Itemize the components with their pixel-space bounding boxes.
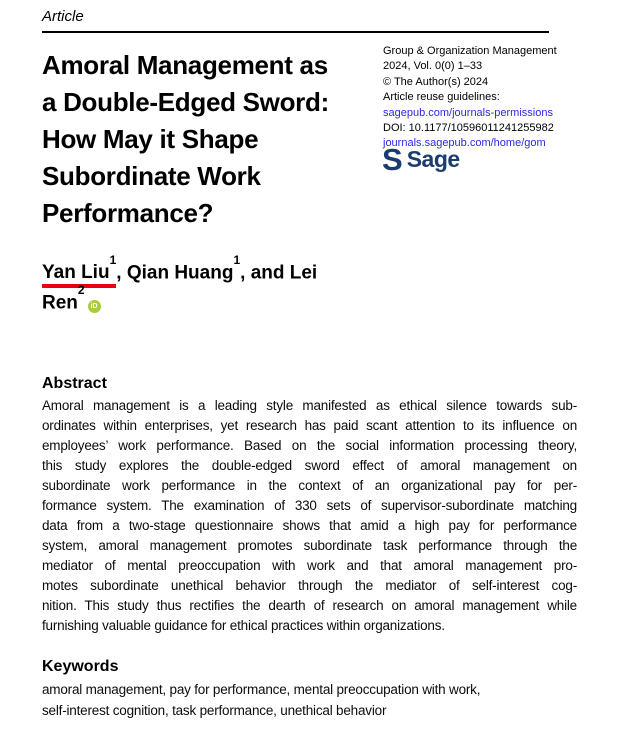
first-author-name: Yan Liu bbox=[42, 262, 110, 284]
text-line: Subordinate Work bbox=[42, 161, 261, 191]
text-line: system, amoral management promotes subordinate task performance through the bbox=[42, 538, 577, 553]
sage-s-icon: S bbox=[382, 142, 402, 177]
journal-info-block bbox=[383, 44, 557, 152]
copyright-line: © The Author(s) 2024 bbox=[383, 75, 489, 88]
text-line: amoral management, pay for performance, mental preoccupation with work, bbox=[42, 682, 481, 697]
text-line: Performance? bbox=[42, 198, 214, 228]
author-list bbox=[42, 255, 317, 316]
third-author-name-part1: , and Lei bbox=[240, 262, 318, 284]
text-line: a Double-Edged Sword: bbox=[42, 87, 329, 117]
text-line: How May it Shape bbox=[42, 124, 259, 154]
journal-name: Group & Organization Management bbox=[383, 45, 557, 57]
text-line: employees’ work performance. Based on the social information processing theory, bbox=[42, 438, 577, 453]
sage-logo bbox=[382, 144, 460, 175]
text-line: furnishing valuable guidance for ethical practices within organizations. bbox=[42, 618, 445, 633]
journal-home-link[interactable]: journals.sagepub.com/home/gom bbox=[383, 137, 546, 150]
abstract-heading: Abstract bbox=[42, 375, 107, 392]
text-line: mediator of mental preoccupation with work and that amoral management pro- bbox=[42, 558, 577, 573]
sage-logo-text: Sage bbox=[406, 146, 460, 172]
keywords-text bbox=[42, 680, 582, 721]
second-author-affiliation-mark: 1 bbox=[233, 253, 241, 267]
orcid-icon[interactable]: iD bbox=[88, 300, 101, 313]
reuse-guidelines-label: Article reuse guidelines: bbox=[383, 91, 500, 104]
authors-line-1 bbox=[42, 255, 317, 285]
header-divider bbox=[42, 31, 549, 33]
authors-line-2 bbox=[42, 285, 317, 315]
permissions-link[interactable]: sagepub.com/journals-permissions bbox=[383, 106, 553, 119]
text-line: Amoral management is a leading style manifested as ethical silence towards sub- bbox=[42, 398, 577, 413]
text-line: subordinate work performance in the context of an organizational pay for per- bbox=[42, 478, 577, 493]
third-author-affiliation-mark: 2 bbox=[77, 283, 85, 298]
text-line: ordinates within enterprises, yet research has paid scant attention to its influence on bbox=[42, 418, 577, 433]
first-author-affiliation-mark: 1 bbox=[109, 253, 117, 267]
text-line: Amoral Management as bbox=[42, 50, 328, 80]
article-type-label: Article bbox=[42, 8, 84, 25]
abstract-text bbox=[42, 396, 577, 636]
third-author-name-part2: Ren bbox=[42, 292, 78, 314]
journal-issue: 2024, Vol. 0(0) 1–33 bbox=[383, 60, 483, 73]
keywords-heading: Keywords bbox=[42, 658, 119, 675]
text-line: self-interest cognition, task performance, unethical behavior bbox=[42, 702, 387, 718]
text-line: nition. This study thus rectifies the dearth of research on amoral management while bbox=[42, 598, 577, 613]
text-line: this study explores the double-edged sword effect of amoral management on bbox=[42, 458, 577, 473]
text-line: motes subordinate unethical behavior through the mediator of self-interest cog- bbox=[42, 578, 577, 593]
text-line: formance system. The examination of 330 sets of supervisor-subordinate matching bbox=[42, 498, 577, 513]
article-title bbox=[42, 47, 329, 232]
second-author-name: , Qian Huang bbox=[116, 262, 234, 284]
doi-line: DOI: 10.1177/10596011241255982 bbox=[383, 122, 554, 135]
text-line: data from a two-stage questionnaire shows that amid a high pay for performance bbox=[42, 518, 577, 533]
